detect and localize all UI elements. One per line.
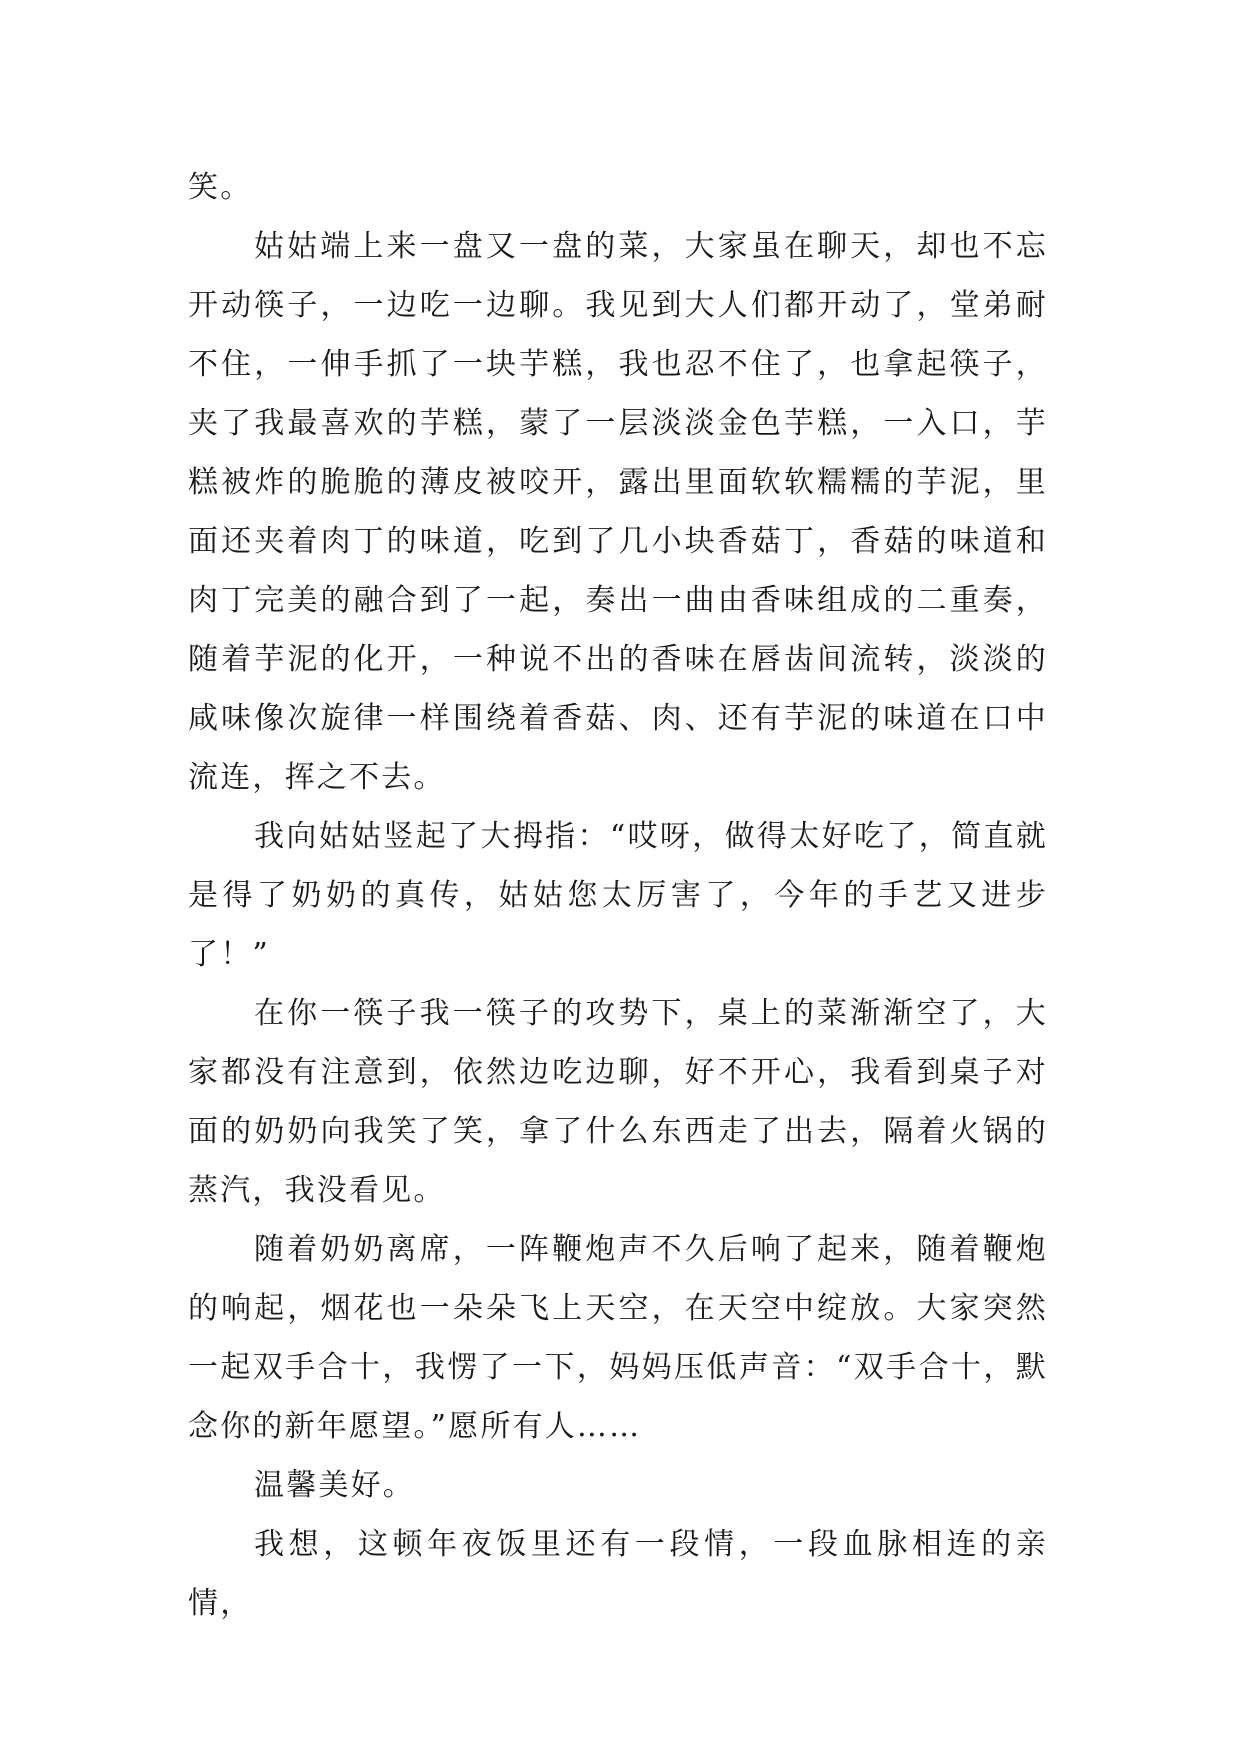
paragraph-6: 温馨美好。 xyxy=(254,1468,415,1503)
paragraph-3: 我向姑姑竖起了大拇指：“哎呀，做得太好吃了，简直就是得了奶奶的真传，姑姑您太厉害了，今年的手艺又进步了！” xyxy=(188,819,1048,972)
paragraph-5: 随着奶奶离席，一阵鞭炮声不久后响了起来，随着鞭炮的响起，烟花也一朵朵飞上天空，在天空中绽放。大家突然一起双手合十，我愣了一下，妈妈压低声音：“双手合十，默念你的新年愿望。”愿所有人…… xyxy=(188,1232,1048,1444)
paragraph-4: 在你一筷子我一筷子的攻势下，桌上的菜渐渐空了，大家都没有注意到，依然边吃边聊，好不开心，我看到桌子对面的奶奶向我笑了笑，拿了什么东西走了出去，隔着火锅的蒸汽，我没看见。 xyxy=(188,996,1048,1208)
paragraph-2: 姑姑端上来一盘又一盘的菜，大家虽在聊天，却也不忘开动筷子，一边吃一边聊。我见到大人们都开动了，堂弟耐不住，一伸手抓了一块芋糕，我也忍不住了，也拿起筷子，夹了我最喜欢的芋糕，蒙了一层淡淡金色芋糕，一入口，芋糕被炸的脆脆的薄皮被咬开，露出里面软软糯糯的芋泥，里面还夹着肉丁的味道，吃到了几小块香菇丁，香菇的味道和肉丁完美的融合到了一起，奏出一曲由香味组成的二重奏，随着芋泥的化开，一种说不出的香味在唇齿间流转，淡淡的咸味像次旋律一样围绕着香菇、肉、还有芋泥的味道在口中流连，挥之不去。 xyxy=(188,229,1048,795)
paragraph-1: 笑。 xyxy=(188,170,253,205)
paragraph-7: 我想，这顿年夜饭里还有一段情，一段血脉相连的亲情， xyxy=(188,1527,1048,1621)
document-page xyxy=(188,158,1048,1633)
